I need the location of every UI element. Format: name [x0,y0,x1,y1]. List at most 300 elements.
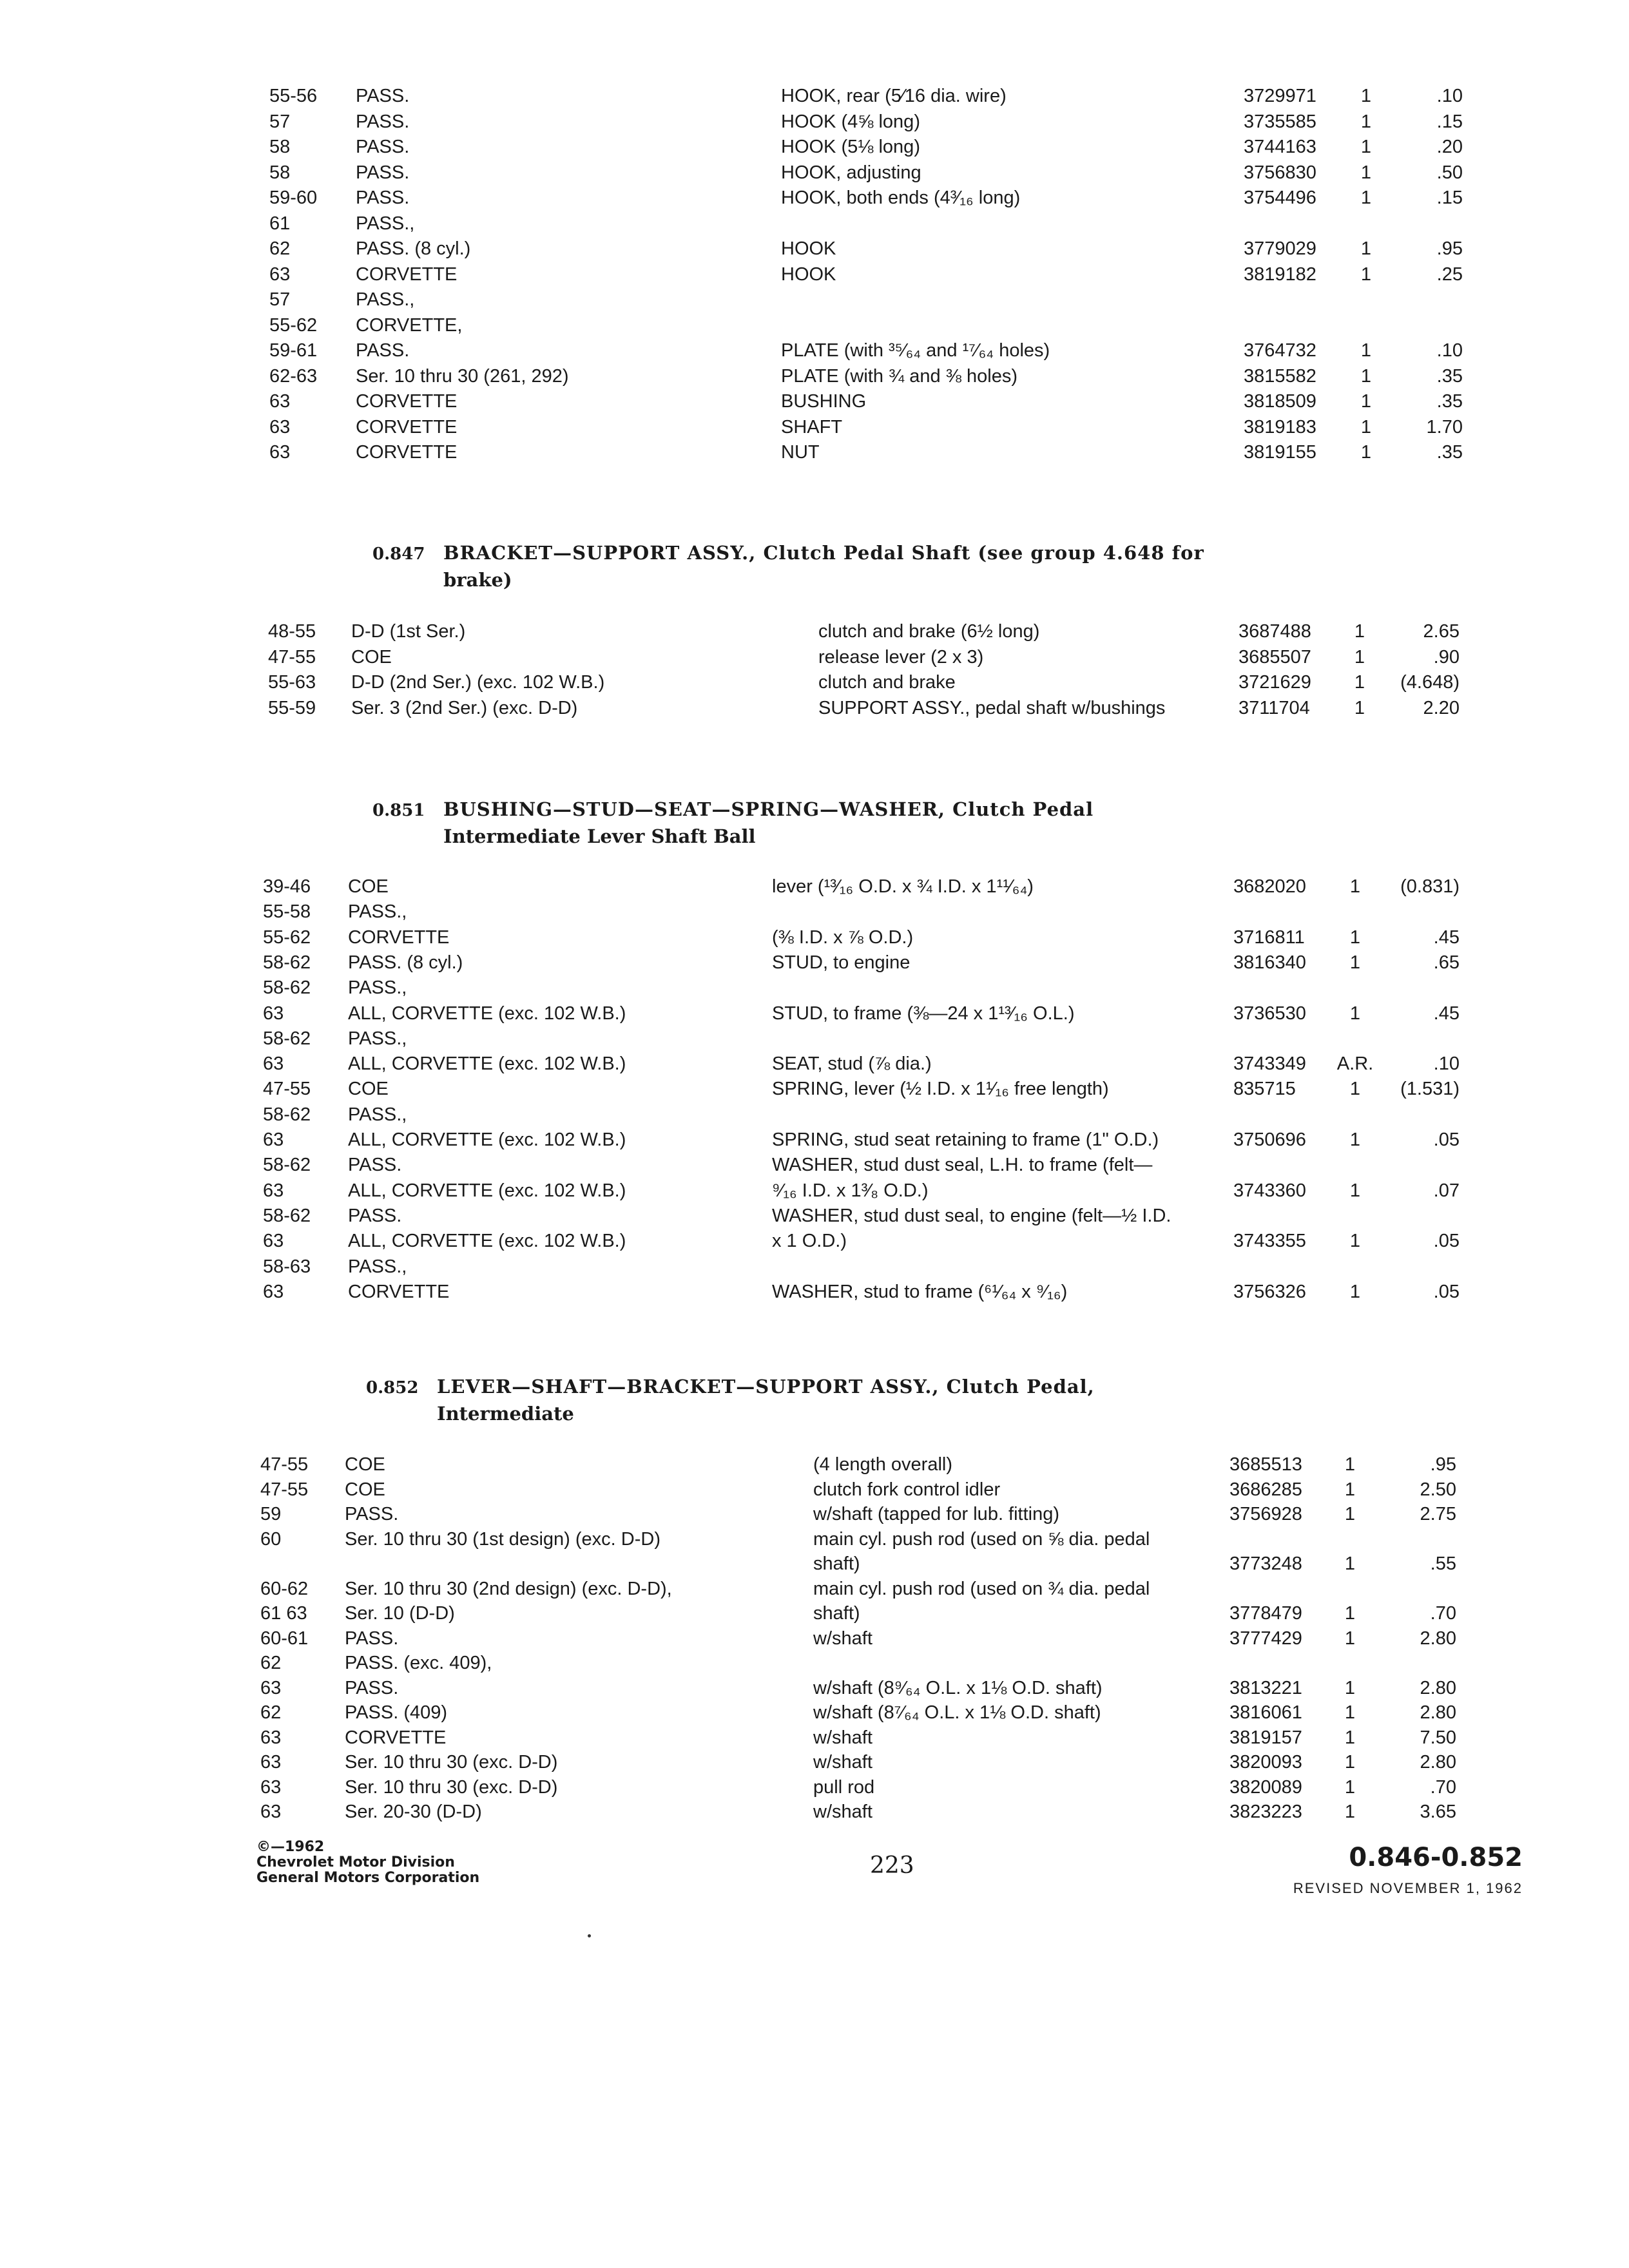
price-cell: .45 [1433,927,1460,948]
description-cell: SEAT, stud (⅞ dia.) [772,1053,932,1075]
group-title-continued: brake) [443,569,512,591]
quantity-cell: 1 [1344,1727,1356,1748]
description-cell: clutch fork control idler [813,1479,1001,1500]
quantity-cell: 1 [1360,416,1372,437]
parts-row [0,1052,1629,1076]
part-number-cell: 3685507 [1239,646,1311,668]
model-cell: PASS., [356,213,415,234]
group-number: 0.847 [372,544,425,564]
model-cell: CORVETTE [356,416,458,437]
description-cell: clutch and brake [818,672,956,693]
description-cell: w/shaft (8⁷⁄₆₄ O.L. x 1⅛ O.D. shaft) [813,1702,1101,1723]
description-cell: shaft) [813,1603,860,1624]
model-cell: D-D (2nd Ser.) (exc. 102 W.B.) [351,672,605,693]
page-number: 223 [870,1852,914,1879]
price-cell: .70 [1430,1776,1456,1798]
parts-row [0,1577,1629,1601]
parts-row [0,1280,1629,1304]
model-cell: COE [345,1454,385,1475]
description-cell: SPRING, stud seat retaining to frame (1" O.D.) [772,1129,1159,1150]
quantity-cell: 1 [1360,264,1372,285]
description-cell: NUT [781,442,820,463]
parts-row [0,338,1629,363]
quantity-cell: 1 [1360,238,1372,259]
price-cell: 1.70 [1426,416,1463,437]
years-cell: 58-62 [263,977,311,999]
price-cell: .35 [1436,391,1463,412]
price-cell: 2.80 [1420,1628,1456,1649]
quantity-cell: 1 [1354,672,1365,693]
quantity-cell: 1 [1344,1677,1356,1698]
corporation: General Motors Corporation [256,1870,480,1886]
years-cell: 55-62 [269,314,318,336]
price-cell: (4.648) [1400,672,1460,693]
quantity-cell: 1 [1360,442,1372,463]
description-cell: w/shaft (8⁹⁄₆₄ O.L. x 1⅛ O.D. shaft) [813,1677,1103,1698]
description-cell: HOOK, both ends (4³⁄₁₆ long) [781,187,1021,208]
model-cell: PASS. [356,162,410,183]
description-cell: SPRING, lever (½ I.D. x 1¹⁄₁₆ free length) [772,1079,1109,1100]
model-cell: PASS. (exc. 409), [345,1653,492,1673]
parts-row [0,1477,1629,1502]
parts-row [0,899,1629,924]
model-cell: PASS., [348,1104,407,1125]
quantity-cell: 1 [1344,1628,1356,1649]
parts-row [0,696,1629,720]
years-cell: 63 [269,416,291,437]
price-cell: .95 [1436,238,1463,259]
model-cell: CORVETTE [348,927,450,948]
parts-row [0,1153,1629,1177]
part-number-cell: 3819183 [1244,416,1316,437]
price-cell: 2.75 [1420,1504,1456,1524]
model-cell: ALL, CORVETTE (exc. 102 W.B.) [348,1129,626,1150]
years-cell: 63 [263,1003,284,1024]
quantity-cell: 1 [1344,1479,1356,1500]
price-cell: 2.65 [1423,621,1460,642]
years-cell: 63 [263,1180,284,1201]
price-cell: .10 [1436,86,1463,106]
parts-row [0,135,1629,159]
part-number-cell: 3743349 [1233,1053,1306,1075]
part-number-cell: 3736530 [1233,1003,1306,1024]
years-cell: 58-62 [263,1205,311,1226]
years-cell: 47-55 [268,646,316,668]
parts-row [0,1178,1629,1203]
description-cell: w/shaft [813,1802,872,1822]
model-cell: PASS., [348,1028,407,1049]
years-cell: 63 [269,264,291,285]
years-cell: 57 [269,289,291,310]
group-number: 0.851 [372,801,425,820]
model-cell: COE [351,646,392,668]
part-number-cell: 3815582 [1244,365,1316,387]
model-cell: CORVETTE [356,264,458,285]
price-cell: .95 [1430,1454,1456,1475]
part-number-cell: 3743360 [1233,1180,1306,1201]
model-cell: PASS. [345,1504,399,1524]
model-cell: CORVETTE [356,442,458,463]
model-cell: PASS., [348,977,407,999]
parts-row [0,1128,1629,1152]
description-cell: HOOK [781,238,836,259]
years-cell: 63 [263,1281,284,1302]
description-cell: HOOK [781,264,836,285]
price-cell: .70 [1430,1603,1456,1624]
quantity-cell: 1 [1360,365,1372,387]
description-cell: HOOK (4⅝ long) [781,111,920,132]
part-number-cell: 3764732 [1244,340,1316,361]
description-cell: w/shaft [813,1752,872,1773]
parts-row [0,110,1629,134]
quantity-cell: 1 [1344,1603,1356,1624]
description-cell: SHAFT [781,416,843,437]
quantity-cell: 1 [1360,137,1372,157]
model-cell: ALL, CORVETTE (exc. 102 W.B.) [348,1180,626,1201]
years-cell: 61 63 [260,1603,307,1624]
years-cell: 55-62 [263,927,311,948]
years-cell: 39-46 [263,876,311,897]
model-cell: PASS., [348,901,407,923]
quantity-cell: 1 [1349,876,1361,897]
part-number-cell: 3816340 [1233,952,1306,973]
parts-row [0,1676,1629,1700]
part-number-cell: 3735585 [1244,111,1316,132]
part-number-cell: 3813221 [1229,1677,1302,1698]
years-cell: 48-55 [268,621,316,642]
price-cell: 2.80 [1420,1752,1456,1773]
years-cell: 63 [263,1053,284,1075]
parts-row [0,925,1629,950]
years-cell: 63 [260,1752,282,1773]
quantity-cell: 1 [1349,1079,1361,1100]
model-cell: PASS. [348,1155,402,1176]
description-cell: STUD, to frame (⅜—24 x 1¹³⁄₁₆ O.L.) [772,1003,1075,1024]
quantity-cell: 1 [1344,1553,1356,1574]
part-number-cell: 3756830 [1244,162,1316,183]
description-cell: x 1 O.D.) [772,1231,847,1252]
parts-row [0,84,1629,108]
description-cell: ⁹⁄₁₆ I.D. x 1³⁄₈ O.D.) [772,1180,929,1201]
years-cell: 57 [269,111,291,132]
group-title: BUSHING—STUD—SEAT—SPRING—WASHER, Clutch Pedal [443,798,1094,820]
quantity-cell: 1 [1349,1003,1361,1024]
model-cell: COE [348,876,389,897]
price-cell: .35 [1436,365,1463,387]
model-cell: Ser. 10 thru 30 (261, 292) [356,365,569,387]
parts-row [0,1001,1629,1026]
part-number-cell: 3687488 [1239,621,1311,642]
description-cell: (⅜ I.D. x ⅞ O.D.) [772,927,914,948]
part-number-cell: 3819182 [1244,264,1316,285]
model-cell: ALL, CORVETTE (exc. 102 W.B.) [348,1231,626,1252]
part-number-cell: 3773248 [1229,1553,1302,1574]
years-cell: 47-55 [263,1079,311,1100]
price-cell: .35 [1436,442,1463,463]
parts-row [0,389,1629,414]
model-cell: PASS. [356,86,410,106]
parts-row [0,1700,1629,1725]
years-cell: 63 [260,1727,282,1748]
part-number-cell: 3778479 [1229,1603,1302,1624]
quantity-cell: 1 [1360,391,1372,412]
price-cell: .05 [1433,1129,1460,1150]
model-cell: COE [345,1479,385,1500]
part-number-cell: 3721629 [1239,672,1311,693]
description-cell: (4 length overall) [813,1454,952,1475]
description-cell: pull rod [813,1776,875,1798]
revision-date: REVISED NOVEMBER 1, 1962 [1293,1880,1523,1896]
parts-row [0,1254,1629,1279]
price-cell: 2.20 [1423,697,1460,718]
model-cell: PASS. [356,111,410,132]
quantity-cell: 1 [1349,927,1361,948]
group-0847-heading [372,540,1204,593]
quantity-cell: 1 [1354,697,1365,718]
description-cell: PLATE (with ³⁵⁄₆₄ and ¹⁷⁄₆₄ holes) [781,340,1050,361]
price-cell: (0.831) [1400,876,1460,897]
description-cell: main cyl. push rod (used on ¾ dia. pedal [813,1578,1150,1599]
part-number-cell: 3756928 [1229,1504,1302,1524]
model-cell: COE [348,1079,389,1100]
years-cell: 47-55 [260,1479,309,1500]
parts-row [0,874,1629,899]
part-number-cell: 3756326 [1233,1281,1306,1302]
parts-row [0,1775,1629,1800]
model-cell: ALL, CORVETTE (exc. 102 W.B.) [348,1053,626,1075]
group-title: LEVER—SHAFT—BRACKET—SUPPORT ASSY., Clutch Pedal, [437,1376,1095,1398]
years-cell: 63 [269,391,291,412]
model-cell: PASS. [356,340,410,361]
group-number: 0.852 [366,1378,419,1398]
parts-row [0,1026,1629,1051]
quantity-cell: 1 [1354,646,1365,668]
part-number-cell: 835715 [1233,1079,1296,1100]
part-number-cell: 3819155 [1244,442,1316,463]
years-cell: 58-62 [263,1028,311,1049]
quantity-cell: 1 [1360,111,1372,132]
description-cell: w/shaft [813,1628,872,1649]
part-number-cell: 3818509 [1244,391,1316,412]
price-cell: .10 [1436,340,1463,361]
quantity-cell: 1 [1344,1802,1356,1822]
years-cell: 60-61 [260,1628,309,1649]
parts-row [0,1800,1629,1824]
description-cell: lever (¹³⁄₁₆ O.D. x ¾ I.D. x 1¹¹⁄₆₄) [772,876,1034,897]
description-cell: HOOK, adjusting [781,162,921,183]
model-cell: Ser. 3 (2nd Ser.) (exc. D-D) [351,697,578,718]
parts-row [0,1725,1629,1750]
parts-row [0,950,1629,975]
division: Chevrolet Motor Division [256,1854,455,1870]
description-cell: shaft) [813,1553,860,1574]
years-cell: 62-63 [269,365,318,387]
years-cell: 63 [263,1129,284,1150]
quantity-cell: 1 [1344,1454,1356,1475]
years-cell: 63 [260,1802,282,1822]
model-cell: PASS. (409) [345,1702,448,1723]
price-cell: .55 [1430,1553,1456,1574]
model-cell: PASS., [356,289,415,310]
years-cell: 62 [260,1702,282,1723]
quantity-cell: 1 [1344,1504,1356,1524]
part-number-cell: 3685513 [1229,1454,1302,1475]
years-cell: 60-62 [260,1578,309,1599]
price-cell: .90 [1433,646,1460,668]
price-cell: 2.80 [1420,1702,1456,1723]
price-cell: .65 [1433,952,1460,973]
publisher-credit [256,1840,479,1886]
copyright: ©—1962 [256,1839,325,1855]
description-cell: HOOK, rear (5⁄16 dia. wire) [781,86,1007,106]
model-cell: PASS., [348,1256,407,1277]
price-cell: 7.50 [1420,1727,1456,1748]
description-cell: SUPPORT ASSY., pedal shaft w/bushings [818,697,1166,718]
model-cell: CORVETTE [356,391,458,412]
parts-row [0,1552,1629,1576]
group-range: 0.846-0.852 [1349,1843,1523,1872]
model-cell: Ser. 10 thru 30 (exc. D-D) [345,1752,558,1773]
print-speck [588,1934,591,1937]
parts-row [0,645,1629,669]
years-cell: 58-63 [263,1256,311,1277]
description-cell: WASHER, stud to frame (⁶¹⁄₆₄ x ⁹⁄₁₆) [772,1281,1068,1302]
price-cell: 3.65 [1420,1802,1456,1822]
price-cell: (1.531) [1400,1079,1460,1100]
quantity-cell: 1 [1349,1281,1361,1302]
model-cell: Ser. 10 thru 30 (2nd design) (exc. D-D), [345,1578,672,1599]
part-number-cell: 3777429 [1229,1628,1302,1649]
model-cell: CORVETTE, [356,314,463,336]
quantity-cell: 1 [1349,1180,1361,1201]
quantity-cell: 1 [1360,162,1372,183]
description-cell: HOOK (5⅛ long) [781,137,920,157]
years-cell: 63 [263,1231,284,1252]
price-cell: .05 [1433,1231,1460,1252]
years-cell: 58-62 [263,952,311,973]
years-cell: 55-63 [268,672,316,693]
years-cell: 63 [260,1776,282,1798]
parts-row [0,440,1629,465]
parts-row [0,1601,1629,1626]
price-cell: .05 [1433,1281,1460,1302]
years-cell: 60 [260,1528,282,1550]
model-cell: PASS. [356,137,410,157]
parts-row [0,160,1629,185]
model-cell: PASS. [345,1677,399,1698]
model-cell: ALL, CORVETTE (exc. 102 W.B.) [348,1003,626,1024]
part-number-cell: 3823223 [1229,1802,1302,1822]
parts-row [0,975,1629,1000]
description-cell: release lever (2 x 3) [818,646,984,668]
model-cell: PASS. [348,1205,402,1226]
years-cell: 61 [269,213,291,234]
model-cell: Ser. 20-30 (D-D) [345,1802,482,1822]
parts-row [0,364,1629,389]
price-cell: .50 [1436,162,1463,183]
price-cell: .15 [1436,111,1463,132]
parts-row [0,1502,1629,1526]
years-cell: 55-59 [268,697,316,718]
years-cell: 55-56 [269,86,318,106]
model-cell: PASS. (8 cyl.) [356,238,471,259]
years-cell: 62 [260,1653,282,1673]
part-number-cell: 3754496 [1244,187,1316,208]
description-cell: BUSHING [781,391,867,412]
years-cell: 58 [269,137,291,157]
parts-row [0,1651,1629,1675]
part-number-cell: 3729971 [1244,86,1316,106]
part-number-cell: 3682020 [1233,876,1306,897]
part-number-cell: 3750696 [1233,1129,1306,1150]
parts-row [0,619,1629,644]
model-cell: Ser. 10 (D-D) [345,1603,455,1624]
model-cell: Ser. 10 thru 30 (exc. D-D) [345,1776,558,1798]
parts-row [0,1102,1629,1127]
price-cell: .15 [1436,187,1463,208]
quantity-cell: 1 [1344,1752,1356,1773]
quantity-cell: 1 [1344,1702,1356,1723]
price-cell: 2.50 [1420,1479,1456,1500]
quantity-cell: 1 [1354,621,1365,642]
description-cell: WASHER, stud dust seal, L.H. to frame (felt— [772,1155,1153,1176]
years-cell: 58 [269,162,291,183]
group-0852-heading [366,1374,1095,1427]
parts-row [0,287,1629,312]
quantity-cell: 1 [1360,86,1372,106]
years-cell: 63 [269,442,291,463]
price-cell: .20 [1436,137,1463,157]
model-cell: Ser. 10 thru 30 (1st design) (exc. D-D) [345,1528,660,1550]
description-cell: w/shaft [813,1727,872,1748]
quantity-cell: 1 [1344,1776,1356,1798]
part-number-cell: 3686285 [1229,1479,1302,1500]
parts-row [0,1626,1629,1651]
part-number-cell: 3779029 [1244,238,1316,259]
description-cell: WASHER, stud dust seal, to engine (felt—½ I.D. [772,1205,1171,1226]
parts-row [0,1452,1629,1477]
years-cell: 59-61 [269,340,318,361]
description-cell: w/shaft (tapped for lub. fitting) [813,1504,1060,1524]
model-cell: D-D (1st Ser.) [351,621,466,642]
years-cell: 58-62 [263,1104,311,1125]
model-cell: PASS. [345,1628,399,1649]
description-cell: clutch and brake (6½ long) [818,621,1040,642]
years-cell: 47-55 [260,1454,309,1475]
parts-row [0,1204,1629,1228]
years-cell: 59 [260,1504,282,1524]
group-title-continued: Intermediate [437,1403,574,1425]
price-cell: .10 [1433,1053,1460,1075]
parts-row [0,415,1629,439]
part-number-cell: 3819157 [1229,1727,1302,1748]
part-number-cell: 3744163 [1244,137,1316,157]
parts-row [0,1229,1629,1253]
parts-row [0,1527,1629,1552]
quantity-cell: 1 [1349,952,1361,973]
part-number-cell: 3711704 [1239,697,1310,718]
quantity-cell: 1 [1360,187,1372,208]
parts-row [0,1077,1629,1101]
quantity-cell: A.R. [1336,1053,1374,1075]
part-number-cell: 3820093 [1229,1752,1302,1773]
model-cell: CORVETTE [345,1727,447,1748]
quantity-cell: 1 [1360,340,1372,361]
parts-row [0,262,1629,287]
years-cell: 62 [269,238,291,259]
model-cell: PASS. [356,187,410,208]
parts-row [0,186,1629,210]
